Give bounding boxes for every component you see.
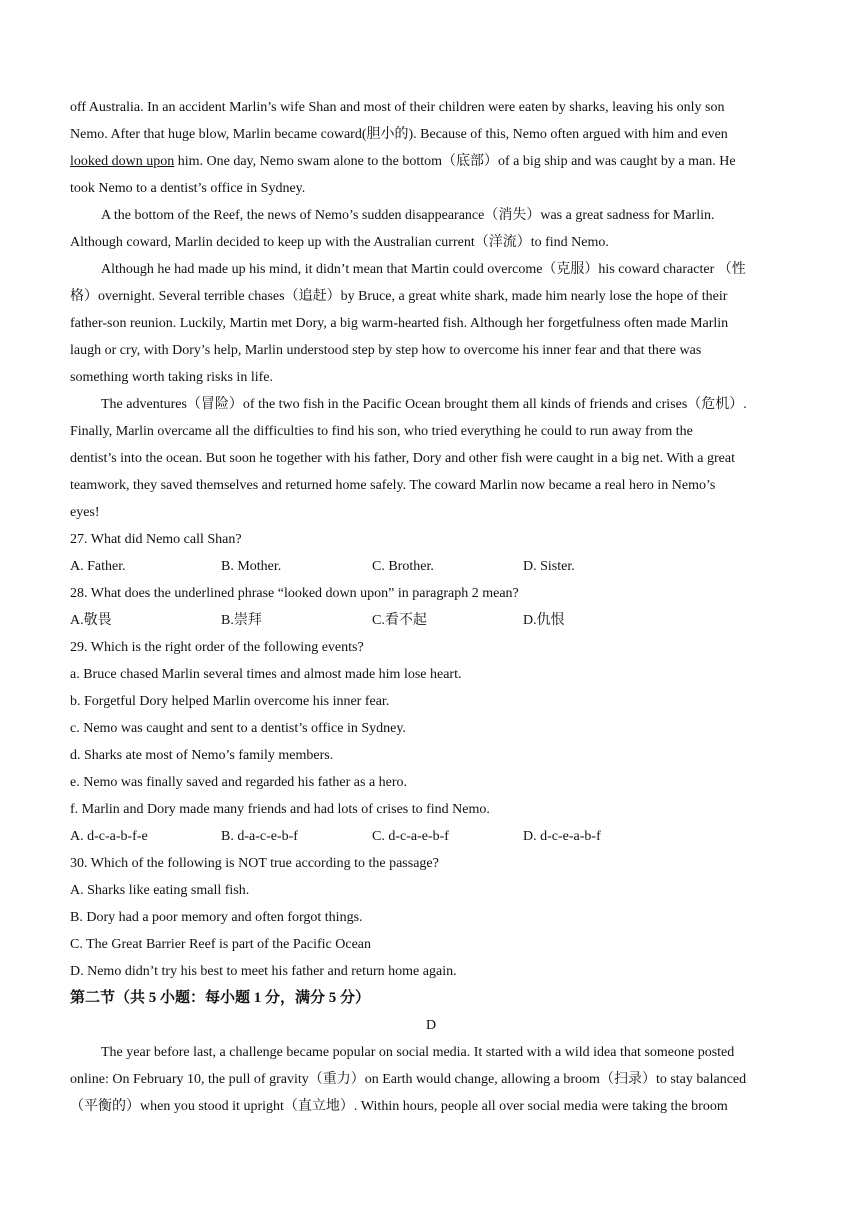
option-a: A. d-c-a-b-f-e	[70, 829, 148, 844]
option-c: C. Brother.	[372, 559, 434, 574]
answer-options	[70, 553, 792, 580]
underlined-phrase: looked down upon	[70, 154, 175, 169]
option-c: C.看不起	[372, 613, 427, 628]
passage-line: eyes!	[70, 505, 100, 520]
passage-line: The adventures（冒险）of the two fish in the Pacific Ocean brought them all kinds of friends and crises（危机）.	[101, 397, 747, 412]
event-item: e. Nemo was finally saved and regarded his father as a hero.	[70, 775, 408, 790]
answer-options	[70, 823, 792, 850]
exam-page	[70, 94, 792, 1120]
passage-label: D	[425, 1018, 437, 1033]
event-item: f. Marlin and Dory made many friends and had lots of crises to find Nemo.	[70, 802, 490, 817]
option-d: D. Sister.	[523, 559, 575, 574]
passage-line: Nemo. After that huge blow, Marlin became coward(胆小的). Because of this, Nemo often argued with him and even	[70, 127, 728, 142]
passage-line: dentist’s into the ocean. But soon he together with his father, Dory and other fish were caught in a big net. With a great	[70, 451, 735, 466]
event-item: a. Bruce chased Marlin several times and almost made him lose heart.	[70, 667, 462, 682]
passage-line: teamwork, they saved themselves and returned home safely. The coward Marlin now became a real hero in Nemo’s	[70, 478, 716, 493]
question-stem: 27. What did Nemo call Shan?	[70, 532, 242, 547]
option-b: B. Dory had a poor memory and often forgot things.	[70, 910, 363, 925]
section-heading: 第二节（共 5 小题：每小题 1 分，满分 5 分）	[70, 990, 371, 1006]
option-d: D.仇恨	[523, 613, 565, 628]
event-item: b. Forgetful Dory helped Marlin overcome his inner fear.	[70, 694, 390, 709]
passage-line: father-son reunion. Luckily, Martin met Dory, a big warm-hearted fish. Although her forgetfulness often made Marlin	[70, 316, 729, 331]
event-item: c. Nemo was caught and sent to a dentist’s office in Sydney.	[70, 721, 406, 736]
passage-line: Finally, Marlin overcame all the difficulties to find his son, who tried everything he could to run away from the	[70, 424, 693, 439]
option-d: D. Nemo didn’t try his best to meet his father and return home again.	[70, 964, 457, 979]
option-a: A. Sharks like eating small fish.	[70, 883, 250, 898]
option-a: A. Father.	[70, 559, 126, 574]
passage-line: off Australia. In an accident Marlin’s wife Shan and most of their children were eaten by sharks, leaving his only son	[70, 100, 725, 115]
option-b: B. Mother.	[221, 559, 282, 574]
question-stem: 28. What does the underlined phrase “looked down upon” in paragraph 2 mean?	[70, 586, 519, 601]
option-c: C. d-c-a-e-b-f	[372, 829, 449, 844]
question-stem: 29. Which is the right order of the following events?	[70, 640, 364, 655]
answer-options	[70, 607, 792, 634]
passage-line: something worth taking risks in life.	[70, 370, 273, 385]
option-c: C. The Great Barrier Reef is part of the Pacific Ocean	[70, 937, 371, 952]
passage-line: 格）overnight. Several terrible chases（追赶）by Bruce, a great white shark, made him nearly lose the hope of their	[70, 289, 728, 304]
option-b: B. d-a-c-e-b-f	[221, 829, 298, 844]
passage-text: him. One day, Nemo swam alone to the bottom（底部）of a big ship and was caught by a man. He	[174, 154, 736, 169]
event-item: d. Sharks ate most of Nemo’s family members.	[70, 748, 334, 763]
option-a: A.敬畏	[70, 613, 112, 628]
passage-line: Although he had made up his mind, it didn’t mean that Martin could overcome（克服）his coward character （性	[101, 262, 746, 277]
passage-line: laugh or cry, with Dory’s help, Marlin understood step by step how to overcome his inner fear and that there was	[70, 343, 702, 358]
option-d: D. d-c-e-a-b-f	[523, 829, 601, 844]
passage-line	[70, 148, 792, 175]
passage-line: The year before last, a challenge became popular on social media. It started with a wild idea that someone posted	[101, 1045, 735, 1060]
passage-line: （平衡的）when you stood it upright（直立地）. Within hours, people all over social media were taking the broom	[70, 1099, 728, 1114]
option-b: B.崇拜	[221, 613, 262, 628]
question-stem: 30. Which of the following is NOT true according to the passage?	[70, 856, 439, 871]
passage-line: A the bottom of the Reef, the news of Nemo’s sudden disappearance（消失）was a great sadness for Marlin.	[101, 208, 715, 223]
passage-line: took Nemo to a dentist’s office in Sydney.	[70, 181, 306, 196]
passage-line: Although coward, Marlin decided to keep up with the Australian current（洋流）to find Nemo.	[70, 235, 609, 250]
passage-line: online: On February 10, the pull of gravity（重力）on Earth would change, allowing a broom（扫录）to stay balanced	[70, 1072, 747, 1087]
